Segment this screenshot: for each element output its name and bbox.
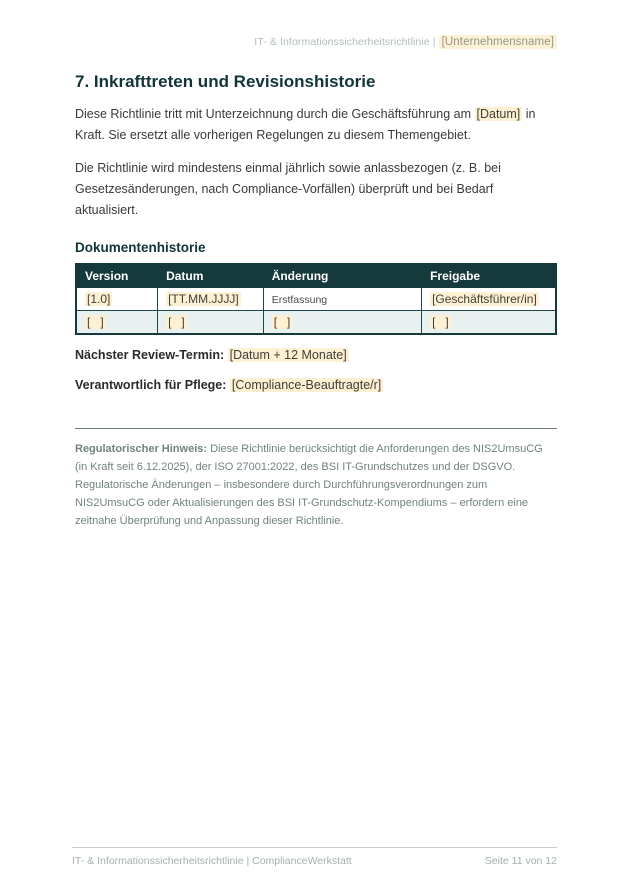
maintainer-label: Verantwortlich für Pflege: [75,378,227,392]
running-header [75,36,557,48]
datum-placeholder: [Datum] [476,107,521,121]
empty-placeholder: [ ] [273,315,291,329]
paragraph-inkrafttreten [75,104,557,146]
cell-version [76,311,158,335]
cell-aenderung [263,288,421,311]
cell-version [76,288,158,311]
empty-placeholder: [ ] [168,315,185,329]
table-row [76,288,556,311]
empty-placeholder: [ ] [432,315,449,329]
column-header-aenderung: Änderung [263,264,421,288]
page-footer [72,847,557,867]
footer-page-number: Seite 11 von 12 [484,855,557,867]
column-header-freigabe: Freigabe [422,264,556,288]
section-title: 7. Inkrafttreten und Revisionshistorie [75,72,376,91]
maintainer-line [75,375,557,395]
cell-datum [158,311,264,335]
next-review-label: Nächster Review-Termin: [75,348,225,362]
document-history-table [75,263,557,335]
regulatory-notice-label: Regulatorischer Hinweis: [75,443,208,455]
empty-placeholder: [ ] [87,315,104,329]
version-placeholder: [1.0] [87,292,111,306]
column-header-version: Version [76,264,158,288]
running-header-title: IT- & Informationssicherheitsrichtlinie | [254,36,439,48]
table-row [76,311,556,335]
history-heading: Dokumentenhistorie [75,240,206,255]
next-review-line [75,345,557,365]
cell-freigabe [422,311,556,335]
datum-placeholder: [TT.MM.JJJJ] [168,292,239,306]
cell-freigabe [422,288,556,311]
section-divider [75,428,557,429]
freigabe-placeholder: [Geschäftsführer/in] [432,292,537,306]
paragraph-text: in Kraft. Sie ersetzt alle vorherigen Regelungen zu diesem Themengebiet. [75,107,536,142]
next-review-placeholder: [Datum + 12 Monate] [229,348,347,362]
column-header-datum: Datum [158,264,264,288]
aenderung-text: Erstfassung [271,294,328,306]
cell-datum [158,288,264,311]
regulatory-notice-text: Diese Richtlinie berücksichtigt die Anforderungen des NIS2UmsuCG (in Kraft seit 6.12.2025), der ISO 27001:2022, des BSI IT-Grundschutzes und der DSGVO. Regulatorische Änderungen – insbesondere durch Durchführungsverordnungen zum NIS2UmsuCG oder Aktualisierungen des BSI IT-Grundschutz-Kompendiums – erfordern eine zeitnahe Überprüfung und Anpassung dieser Richtlinie. [75,443,543,527]
paragraph-text: Diese Richtlinie tritt mit Unterzeichnung durch die Geschäftsführung am [75,107,475,121]
paragraph-review-zyklus: Die Richtlinie wird mindestens einmal jährlich sowie anlassbezogen (z. B. bei Gesetzesänderungen, nach Compliance-Vorfällen) überprüft und bei Bedarf aktualisiert. [75,161,501,217]
maintainer-placeholder: [Compliance-Beauftragte/r] [231,378,382,392]
regulatory-notice [75,440,557,530]
footer-doc-title: IT- & Informationssicherheitsrichtlinie | ComplianceWerkstatt [72,855,352,867]
cell-aenderung [263,311,421,335]
table-header-row [76,264,556,288]
company-name-placeholder: [Unternehmensname] [439,35,557,49]
